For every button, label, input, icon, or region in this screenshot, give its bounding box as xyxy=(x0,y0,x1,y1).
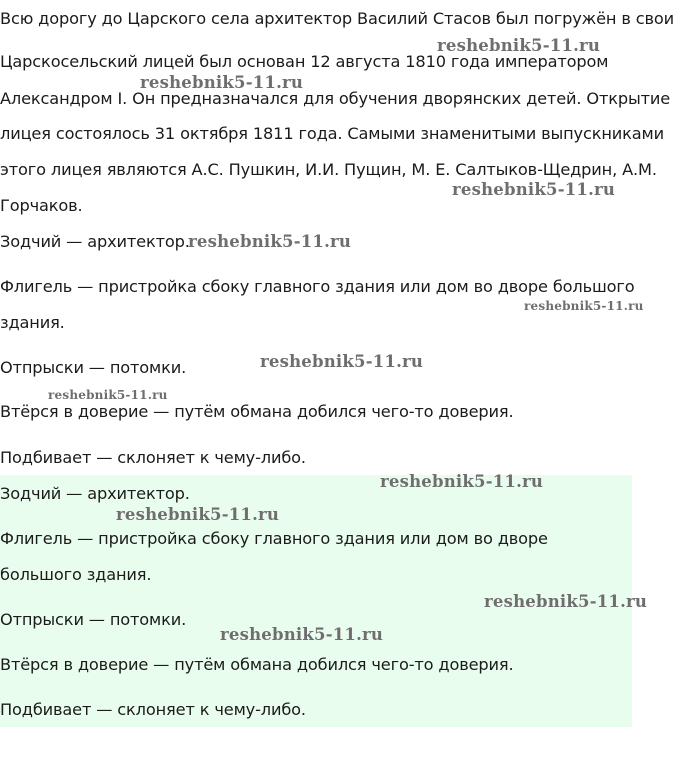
watermark: reshebnik5-11.ru xyxy=(452,180,616,199)
glossary-line-3: здания. xyxy=(0,313,65,332)
intro-line-3: Александром I. Он предназначался для обучения дворянских детей. Открытие xyxy=(0,89,671,108)
watermark: reshebnik5-11.ru xyxy=(188,232,352,251)
watermark: reshebnik5-11.ru xyxy=(48,388,168,402)
intro-line-4: лицея состоялось 31 октября 1811 года. Самыми знаменитыми выпускниками xyxy=(0,124,664,143)
glossary-line-2: Флигель — пристройка сбоку главного здания или дом во дворе большого xyxy=(0,277,635,296)
watermark: reshebnik5-11.ru xyxy=(484,592,648,611)
highlighted-line-6: Подбивает — склоняет к чему-либо. xyxy=(0,700,306,719)
highlighted-line-2: Флигель — пристройка сбоку главного здания или дом во дворе xyxy=(0,529,548,548)
watermark: reshebnik5-11.ru xyxy=(524,299,644,313)
highlighted-line-5: Втёрся в доверие — путём обмана добился чего-то доверия. xyxy=(0,655,514,674)
glossary-line-6: Подбивает — склоняет к чему-либо. xyxy=(0,448,306,467)
watermark: reshebnik5-11.ru xyxy=(380,472,544,491)
watermark: reshebnik5-11.ru xyxy=(437,36,601,55)
intro-line-1: Всю дорогу до Царского села архитектор Василий Стасов был погружён в свои xyxy=(0,9,674,28)
glossary-line-5: Втёрся в доверие — путём обмана добился чего-то доверия. xyxy=(0,402,514,421)
watermark: reshebnik5-11.ru xyxy=(260,352,424,371)
glossary-line-4: Отпрыски — потомки. xyxy=(0,358,187,377)
intro-line-6: Горчаков. xyxy=(0,196,83,215)
glossary-line-1: Зодчий — архитектор. xyxy=(0,232,190,251)
watermark: reshebnik5-11.ru xyxy=(140,73,304,92)
highlighted-line-3: большого здания. xyxy=(0,565,152,584)
intro-line-2: Царскосельский лицей был основан 12 августа 1810 года императором xyxy=(0,52,609,71)
watermark: reshebnik5-11.ru xyxy=(220,625,384,644)
highlighted-line-1: Зодчий — архитектор. xyxy=(0,484,190,503)
intro-line-5: этого лицея являются А.С. Пушкин, И.И. Пущин, М. Е. Салтыков-Щедрин, А.М. xyxy=(0,160,657,179)
watermark: reshebnik5-11.ru xyxy=(116,505,280,524)
highlighted-line-4: Отпрыски — потомки. xyxy=(0,610,187,629)
